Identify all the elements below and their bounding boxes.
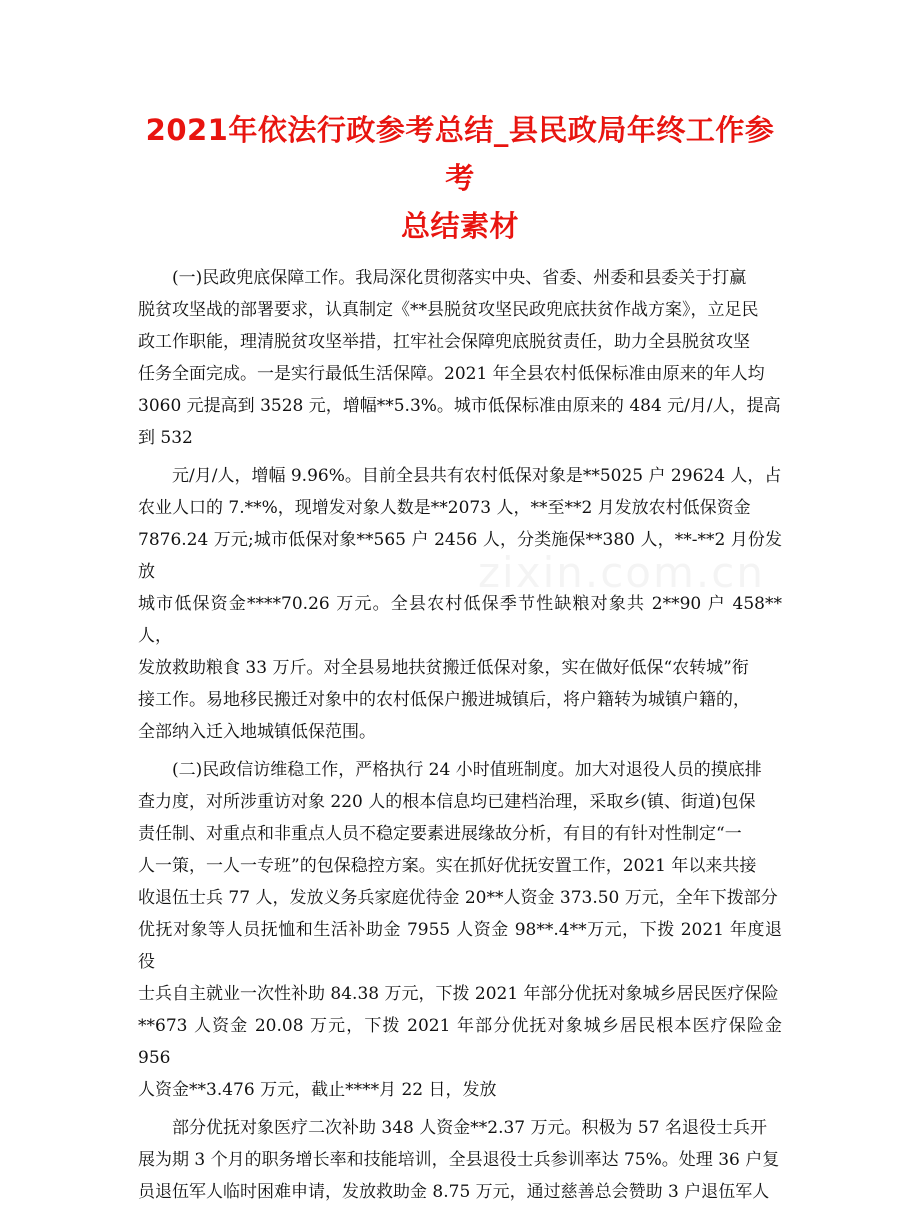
document-title xyxy=(138,106,782,250)
text-line: 查力度，对所涉重访对象 220 人的根本信息均已建档治理，采取乡(镇、街道)包保 xyxy=(138,792,756,812)
text-line: 发放救助粮食 33 万斤。对全县易地扶贫搬迁低保对象，实在做好低保“农转城”衔 xyxy=(138,658,749,678)
text-line: 7876.24 万元;城市低保对象**565 户 2456 人，分类施保**380 人，**-**2 月份发放 xyxy=(138,530,782,582)
text-line: 员退伍军人临时困难申请，发放救助金 8.75 万元，通过慈善总会赞助 3 户退伍军人 xyxy=(138,1182,770,1202)
text-line: 农业人口的 7.**%，现增发对象人数是**2073 人，**至**2 月发放农村低保资金 xyxy=(138,498,751,518)
text-line: 3060 元提高到 3528 元，增幅**5.3%。城市低保标准由原来的 484 元/月/人，提高 xyxy=(138,396,781,416)
text-line: 士兵自主就业一次性补助 84.38 万元，下拨 2021 年部分优抚对象城乡居民医疗保险 xyxy=(138,984,779,1004)
text-line: (一)民政兜底保障工作。我局深化贯彻落实中央、省委、州委和县委关于打赢 xyxy=(172,268,747,288)
text-line: 责任制、对重点和非重点人员不稳定要素进展缘故分析，有目的有针对性制定“一 xyxy=(138,824,742,844)
text-line: 城市低保资金****70.26 万元。全县农村低保季节性缺粮对象共 2**90 户 458**人， xyxy=(138,594,782,646)
text-line: 人一策，一人一专班”的包保稳控方案。实在抓好优抚安置工作，2021 年以来共接 xyxy=(138,856,757,876)
text-line: 部分优抚对象医疗二次补助 348 人资金**2.37 万元。积极为 57 名退役士兵开 xyxy=(172,1118,767,1138)
text-line: 任务全面完成。一是实行最低生活保障。2021 年全县农村低保标准由原来的年人均 xyxy=(138,364,765,384)
text-line: 全部纳入迁入地城镇低保范围。 xyxy=(138,722,376,742)
text-line: 政工作职能，理清脱贫攻坚举措，扛牢社会保障兜底脱贫责任，助力全县脱贫攻坚 xyxy=(138,332,750,352)
text-line: 脱贫攻坚战的部署要求，认真制定《**县脱贫攻坚民政兜底扶贫作战方案》，立足民 xyxy=(138,300,759,320)
paragraph-veteran-support xyxy=(138,1112,782,1208)
text-line: 优抚对象等人员抚恤和生活补助金 7955 人资金 98**.4**万元，下拨 2021 年度退役 xyxy=(138,920,782,972)
paragraph-subsistence-security xyxy=(138,262,782,454)
text-line: (二)民政信访维稳工作，严格执行 24 小时值班制度。加大对退役人员的摸底排 xyxy=(172,760,762,780)
paragraph-petition-stability xyxy=(138,754,782,1106)
title-line: 2021年依法行政参考总结_县民政局年终工作参考 xyxy=(145,113,775,195)
watermark: zixin.com.cn xyxy=(478,548,765,597)
text-line: **673 人资金 20.08 万元，下拨 2021 年部分优抚对象城乡居民根本医疗保险金 956 xyxy=(138,1016,782,1068)
document-body xyxy=(138,262,782,1208)
paragraph-low-income-statistics xyxy=(138,460,782,748)
text-line: 元/月/人，增幅 9.96%。目前全县共有农村低保对象是**5025 户 29624 人，占 xyxy=(172,466,782,486)
text-line: 到 532 xyxy=(138,428,193,448)
text-line: 收退伍士兵 77 人，发放义务兵家庭优待金 20**人资金 373.50 万元，全年下拨部分 xyxy=(138,888,778,908)
text-line: 人资金**3.476 万元，截止****月 22 日，发放 xyxy=(138,1080,497,1100)
text-line: 接工作。易地移民搬迁对象中的农村低保户搬进城镇后，将户籍转为城镇户籍的， xyxy=(138,690,750,710)
title-line: 总结素材 xyxy=(400,209,519,243)
text-line: 展为期 3 个月的职务增长率和技能培训，全县退役士兵参训率达 75%。处理 36 户复 xyxy=(138,1150,780,1170)
